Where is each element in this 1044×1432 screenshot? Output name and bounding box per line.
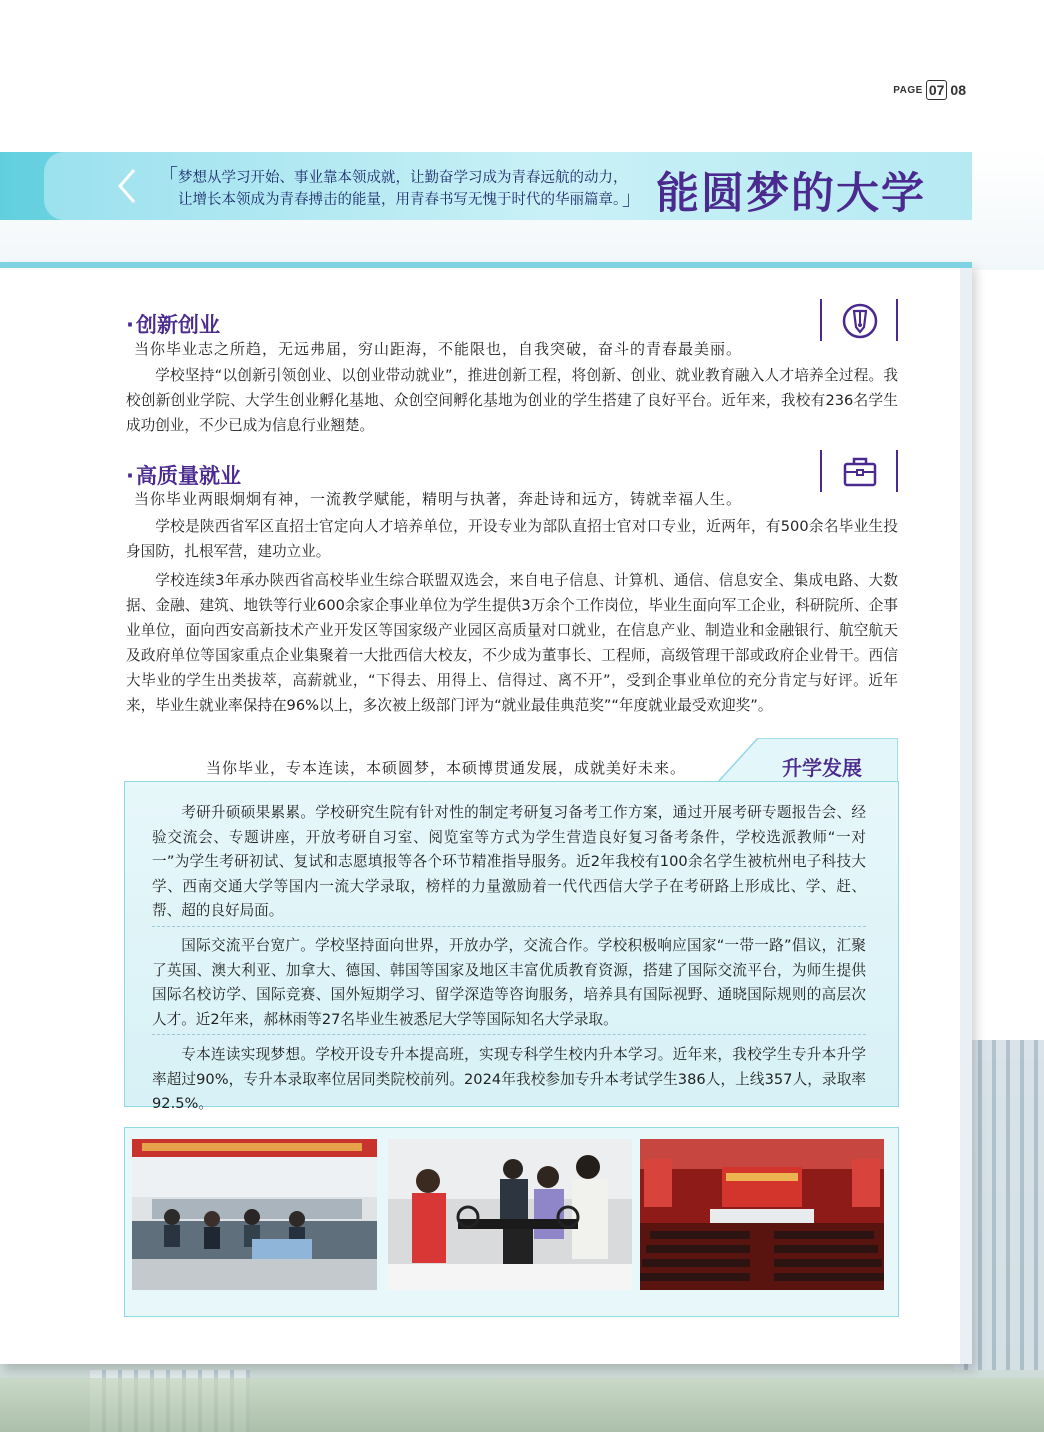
photo-drone: [388, 1139, 632, 1290]
innovation-badge-icon: [820, 299, 898, 341]
photo-auditorium: [640, 1139, 884, 1290]
employment-paragraph-1: 学校是陕西省军区直招士官定向人才培养单位，开设专业为部队直招士官对口专业，近两年，有500余名毕业生投身国防，扎根军营，建功立业。: [126, 518, 898, 560]
section-heading-study: 升学发展: [782, 756, 862, 780]
study-paragraph-1: 考研升硕硕果累累。学校研究生院有针对性的制定考研复习备考工作方案，通过开展考研专题报告会、经验交流会、专题讲座，开放考研自习室、阅览室等方式为学生营造良好复习备考条件，学校选派教师“一对一”为学生考研初试、复试和志愿填报等各个环节精准指导服务。近2年我校有100余名学生被杭州电子科技大学、西南交通大学等国内一流大学录取，榜样的力量激励着一代代西信大学子在考研路上形成比、学、赶、帮、超的良好局面。: [152, 804, 866, 919]
section-heading-employment: ·高质量就业: [126, 464, 241, 488]
innovation-slogan: 当你毕业志之所趋，无远弗届，穷山距海，不能限也，自我突破，奋斗的青春最美丽。: [134, 340, 743, 358]
card-edge: [960, 268, 972, 1364]
chevron-left-icon: [112, 166, 142, 206]
trees-background: [0, 1378, 1044, 1432]
banner-line-2: 让增长本领成为青春搏击的能量，用青春书写无愧于时代的华丽篇章。: [178, 192, 628, 208]
page-background: [0, 0, 1044, 270]
page-number: [893, 80, 966, 100]
section-heading-innovation: ·创新创业: [126, 313, 220, 337]
page-label: PAGE: [893, 84, 923, 96]
open-quote: 「: [158, 164, 178, 188]
study-paragraph-3: 专本连读实现梦想。学校开设专升本提高班，实现专科学生校内升本学习。近年来，我校学生专升本升学率超过90%，专升本录取率位居同类院校前列。2024年我校参加专升本考试学生386人，上线357人，录取率92.5%。: [152, 1046, 866, 1112]
divider: [152, 1034, 866, 1035]
study-paragraph-2: 国际交流平台宽广。学校坚持面向世界，开放办学，交流合作。学校积极响应国家“一带一路”倡议，汇聚了英国、澳大利亚、加拿大、德国、韩国等国家及地区丰富优质教育资源，搭建了国际交流平台，为师生提供国际名校访学、国际竞赛、国外短期学习、留学深造等咨询服务，培养具有国际视野、通晓国际规则的高层次人才。近2年来，郝林雨等27名毕业生被悉尼大学等国际知名大学录取。: [152, 937, 866, 1028]
innovation-paragraph: 学校坚持“以创新引领创业、以创业带动就业”，推进创新工程，将创新、创业、就业教育融入人才培养全过程。我校创新创业学院、大学生创业孵化基地、众创空间孵化基地为创业的学生搭建了良好平台。近年来，我校有236名学生成功创业，不少已成为信息行业翘楚。: [126, 367, 898, 434]
study-slogan: 当你毕业，专本连读，本硕圆梦，本硕博贯通发展，成就美好未来。: [206, 759, 687, 777]
banner-line-1: 梦想从学习开始、事业靠本领成就，让勤奋学习成为青春远航的动力，: [178, 170, 628, 186]
photo-lab: [132, 1139, 377, 1290]
employment-paragraph-2: 学校连续3年承办陕西省高校毕业生综合联盟双选会，来自电子信息、计算机、通信、信息安全、集成电路、大数据、金融、建筑、地铁等行业600余家企事业单位为学生提供3万余个工作岗位，毕业生面向军工企业，科研院所、企事业单位，面向西安高新技术产业开发区等国家级产业园区高质量对口就业，在信息产业、制造业和金融银行、航空航天及政府单位等国家重点企业集聚着一大批西信大校友，不少成为董事长、工程师，高级管理干部或政府企业骨干。西信大毕业的学生出类拔萃，高薪就业，“下得去、用得上、信得过、离不开”，受到企事业单位的充分肯定与好评。近年来，毕业生就业率保持在96%以上，多次被上级部门评为“就业最佳典范奖”“年度就业最受欢迎奖”。: [126, 572, 898, 714]
employment-slogan: 当你毕业两眼炯炯有神，一流教学赋能，精明与执著，奔赴诗和远方，铸就幸福人生。: [134, 490, 743, 508]
divider: [152, 926, 866, 927]
briefcase-icon: [820, 450, 898, 492]
page-current: 07: [926, 80, 948, 100]
close-quote: 」: [622, 186, 642, 210]
page-next: 08: [950, 82, 966, 98]
page-title: 能圆梦的大学: [656, 169, 926, 219]
